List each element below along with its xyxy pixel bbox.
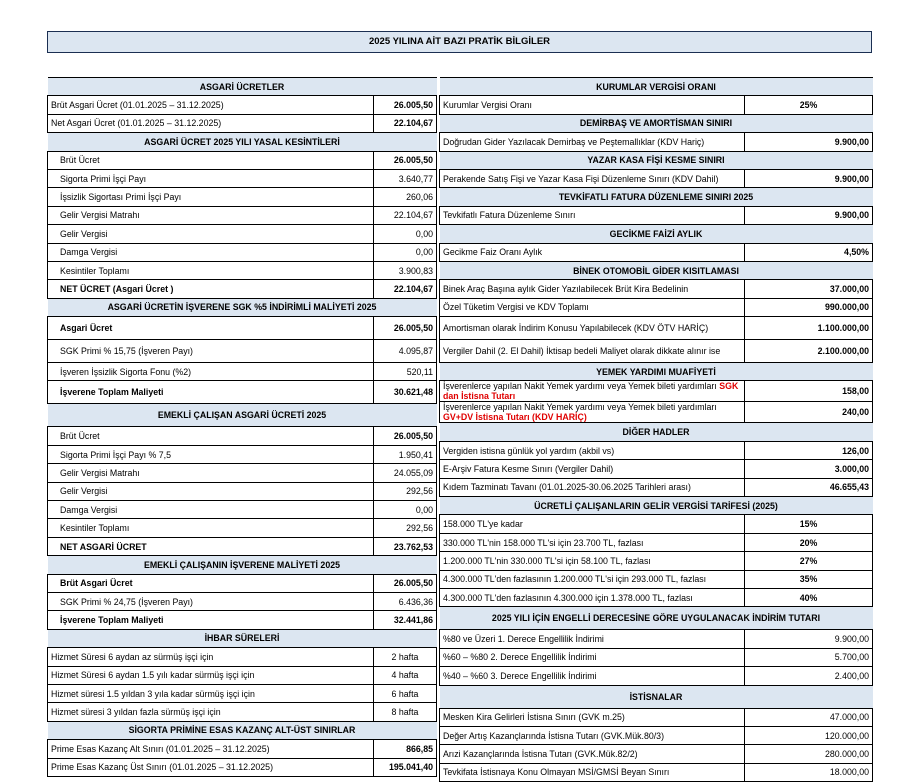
- section-header-row: [48, 629, 437, 647]
- row-label: Sigorta Primi İşçi Payı % 7,5: [48, 445, 374, 463]
- section-header-row: [440, 497, 873, 515]
- row-value: 9.900,00: [745, 630, 873, 648]
- row-label: Net Asgari Ücret (01.01.2025 – 31.12.2025): [48, 114, 374, 132]
- row-label: Hizmet Süresi 6 aydan az sürmüş işçi için: [48, 648, 374, 666]
- section-title: EMEKLİ ÇALIŞAN ASGARİ ÜCRETİ 2025: [48, 404, 437, 427]
- row-label: Brüt Asgari Ücret: [48, 574, 374, 592]
- section-title: İSTİSNALAR: [440, 685, 873, 708]
- table-row: [440, 169, 873, 187]
- table-row: [48, 206, 437, 224]
- row-label: Perakende Satış Fişi ve Yazar Kasa Fişi Düzenleme Sınırı (KDV Dahil): [440, 169, 745, 187]
- row-value: 0,00: [374, 501, 437, 519]
- row-label: Gelir Vergisi Matrahı: [48, 206, 374, 224]
- row-label: İşsizlik Sigortası Primi İşçi Payı: [48, 188, 374, 206]
- table-row: [48, 317, 437, 340]
- table-row: [48, 684, 437, 702]
- row-value: 22.104,67: [374, 280, 437, 298]
- section-title: SİGORTA PRİMİNE ESAS KAZANÇ ALT-ÜST SINIRLAR: [48, 721, 437, 739]
- row-value: 25%: [745, 96, 873, 114]
- right-info-table: [439, 77, 873, 782]
- row-label: %60 – %80 2. Derece Engellilik İndirimi: [440, 648, 745, 666]
- row-label: Gelir Vergisi: [48, 225, 374, 243]
- row-value: 9.900,00: [745, 169, 873, 187]
- row-label: [440, 381, 745, 402]
- table-row: [440, 745, 873, 763]
- table-row: [440, 588, 873, 606]
- row-value: 126,00: [745, 441, 873, 459]
- table-row: [48, 445, 437, 463]
- table-row: [48, 363, 437, 381]
- row-label: Damga Vergisi: [48, 501, 374, 519]
- table-row: [48, 261, 437, 279]
- row-value: 8 hafta: [374, 703, 437, 721]
- row-label: Hizmet süresi 3 yıldan fazla sürmüş işçi için: [48, 703, 374, 721]
- row-label-highlight: SGK dan İstisna Tutarı: [443, 381, 739, 402]
- table-row: [440, 96, 873, 114]
- row-value: 120.000,00: [745, 726, 873, 744]
- row-label-highlight: GV+DV İstisna Tutarı (KDV HARİÇ): [443, 412, 587, 423]
- row-label-text: İşverenlerce yapılan Nakit Yemek yardımı veya Yemek bileti yardımları: [443, 402, 717, 413]
- table-row: [48, 574, 437, 592]
- section-header-row: [440, 225, 873, 243]
- row-label: Brüt Asgari Ücret (01.01.2025 – 31.12.2025): [48, 96, 374, 114]
- row-value: 9.900,00: [745, 133, 873, 151]
- section-header-row: [440, 114, 873, 132]
- section-header-row: [440, 685, 873, 708]
- table-row: [440, 402, 873, 423]
- row-value: 23.762,53: [374, 537, 437, 555]
- row-value: 26.005,50: [374, 427, 437, 445]
- row-label: 4.300.000 TL'den fazlasının 1.200.000 TL'si için 293.000 TL, fazlası: [440, 570, 745, 588]
- row-label: NET ÜCRET (Asgari Ücret ): [48, 280, 374, 298]
- section-title: İHBAR SÜRELERİ: [48, 629, 437, 647]
- table-row: [440, 726, 873, 744]
- table-row: [440, 133, 873, 151]
- table-row: [48, 151, 437, 169]
- section-header-row: [440, 78, 873, 96]
- table-row: [48, 648, 437, 666]
- table-row: [48, 666, 437, 684]
- section-title: ASGARİ ÜCRETLER: [48, 78, 437, 96]
- row-value: 35%: [745, 570, 873, 588]
- row-label: Damga Vergisi: [48, 243, 374, 261]
- table-row: [48, 740, 437, 758]
- row-value: 195.041,40: [374, 758, 437, 776]
- section-title: TEVKİFATLI FATURA DÜZENLEME SINIRI 2025: [440, 188, 873, 206]
- table-row: [48, 758, 437, 776]
- row-label: 1.200.000 TL'nin 330.000 TL'si için 58.100 TL, fazlası: [440, 552, 745, 570]
- row-value: 3.900,83: [374, 261, 437, 279]
- row-label: SGK Primi % 15,75 (İşveren Payı): [48, 340, 374, 363]
- section-title: ÜCRETLİ ÇALIŞANLARIN GELİR VERGİSİ TARİFESİ (2025): [440, 497, 873, 515]
- section-title: EMEKLİ ÇALIŞANIN İŞVERENE MALİYETİ 2025: [48, 556, 437, 574]
- table-row: [440, 648, 873, 666]
- table-row: [48, 427, 437, 445]
- section-header-row: [48, 298, 437, 316]
- table-row: [440, 533, 873, 551]
- row-label: Brüt Ücret: [48, 427, 374, 445]
- table-row: [48, 703, 437, 721]
- row-value: 22.104,67: [374, 114, 437, 132]
- table-row: [440, 552, 873, 570]
- row-label: Prime Esas Kazanç Üst Sınırı (01.01.2025 – 31.12.2025): [48, 758, 374, 776]
- row-value: 20%: [745, 533, 873, 551]
- row-value: 4 hafta: [374, 666, 437, 684]
- page-title: 2025 YILINA AİT BAZI PRATİK BİLGİLER: [47, 31, 872, 53]
- section-title: DEMİRBAŞ VE AMORTİSMAN SINIRI: [440, 114, 873, 132]
- row-label: [440, 402, 745, 423]
- row-label: Kesintiler Toplamı: [48, 519, 374, 537]
- section-header-row: [48, 404, 437, 427]
- table-row: [440, 298, 873, 316]
- row-label: Prime Esas Kazanç Alt Sınırı (01.01.2025 – 31.12.2025): [48, 740, 374, 758]
- row-value: 5.700,00: [745, 648, 873, 666]
- row-label: %80 ve Üzeri 1. Derece Engellilik İndirimi: [440, 630, 745, 648]
- row-label: Özel Tüketim Vergisi ve KDV Toplamı: [440, 298, 745, 316]
- row-label: Değer Artış Kazançlarında İstisna Tutarı (GVK.Mük.80/3): [440, 726, 745, 744]
- table-row: [48, 340, 437, 363]
- section-header-row: [440, 261, 873, 279]
- table-row: [48, 501, 437, 519]
- left-info-table: [47, 77, 437, 777]
- row-value: 6.436,36: [374, 592, 437, 610]
- section-title: YEMEK YARDIMI MUAFİYETİ: [440, 363, 873, 381]
- table-row: [440, 478, 873, 496]
- row-label: %40 – %60 3. Derece Engellilik İndirimi: [440, 667, 745, 685]
- row-label: Tevkifata İstisnaya Konu Olmayan MSİ/GMSİ Beyan Sınırı: [440, 763, 745, 781]
- section-title: GECİKME FAİZİ AYLIK: [440, 225, 873, 243]
- section-title: ASGARİ ÜCRET 2025 YILI YASAL KESİNTİLERİ: [48, 133, 437, 151]
- table-row: [440, 441, 873, 459]
- section-header-row: [440, 188, 873, 206]
- row-label: 158.000 TL'ye kadar: [440, 515, 745, 533]
- row-value: 292,56: [374, 519, 437, 537]
- table-row: [440, 515, 873, 533]
- row-label: Asgari Ücret: [48, 317, 374, 340]
- row-label: Amortisman olarak İndirim Konusu Yapılabilecek (KDV ÖTV HARİÇ): [440, 317, 745, 340]
- row-value: 4,50%: [745, 243, 873, 261]
- row-label: E-Arşiv Fatura Kesme Sınırı (Vergiler Dahil): [440, 460, 745, 478]
- row-value: 15%: [745, 515, 873, 533]
- row-label: Vergiler Dahil (2. El Dahil) İktisap bedeli Maliyet olarak dikkate alınır ise: [440, 340, 745, 363]
- row-label: Gecikme Faiz Oranı Aylık: [440, 243, 745, 261]
- table-row: [48, 243, 437, 261]
- row-label: Binek Araç Başına aylık Gider Yazılabilecek Brüt Kira Bedelinin: [440, 280, 745, 298]
- row-value: 47.000,00: [745, 708, 873, 726]
- section-header-row: [48, 78, 437, 96]
- row-value: 9.900,00: [745, 206, 873, 224]
- section-title: KURUMLAR VERGİSİ ORANI: [440, 78, 873, 96]
- row-label-text: İşverenlerce yapılan Nakit Yemek yardımı veya Yemek bileti yardımları: [443, 381, 720, 392]
- table-row: [48, 225, 437, 243]
- table-row: [48, 482, 437, 500]
- section-title: BİNEK OTOMOBİL GİDER KISITLAMASI: [440, 261, 873, 279]
- table-row: [440, 340, 873, 363]
- row-value: 6 hafta: [374, 684, 437, 702]
- row-value: 3.640,77: [374, 169, 437, 187]
- section-header-row: [440, 151, 873, 169]
- row-label: NET ASGARİ ÜCRET: [48, 537, 374, 555]
- row-label: Tevkifatlı Fatura Düzenleme Sınırı: [440, 206, 745, 224]
- row-value: 32.441,86: [374, 611, 437, 629]
- row-label: İşverene Toplam Maliyeti: [48, 381, 374, 404]
- table-row: [48, 537, 437, 555]
- row-label: Vergiden istisna günlük yol yardım (akbil vs): [440, 441, 745, 459]
- section-title: DİĞER HADLER: [440, 423, 873, 441]
- row-label: Mesken Kira Gelirleri İstisna Sınırı (GVK m.25): [440, 708, 745, 726]
- table-row: [440, 763, 873, 781]
- row-value: 0,00: [374, 243, 437, 261]
- row-value: 2 hafta: [374, 648, 437, 666]
- row-label: Kurumlar Vergisi Oranı: [440, 96, 745, 114]
- row-value: 280.000,00: [745, 745, 873, 763]
- table-row: [440, 667, 873, 685]
- row-label: Gelir Vergisi Matrahı: [48, 464, 374, 482]
- row-value: 40%: [745, 588, 873, 606]
- section-header-row: [48, 133, 437, 151]
- row-label: İşverene Toplam Maliyeti: [48, 611, 374, 629]
- section-header-row: [48, 556, 437, 574]
- table-row: [440, 381, 873, 402]
- table-row: [48, 96, 437, 114]
- row-label: SGK Primi % 24,75 (İşveren Payı): [48, 592, 374, 610]
- row-value: 292,56: [374, 482, 437, 500]
- table-row: [48, 381, 437, 404]
- table-row: [440, 570, 873, 588]
- table-row: [48, 611, 437, 629]
- row-value: 3.000,00: [745, 460, 873, 478]
- table-row: [440, 206, 873, 224]
- table-row: [440, 243, 873, 261]
- table-row: [48, 114, 437, 132]
- row-label: Sigorta Primi İşçi Payı: [48, 169, 374, 187]
- row-value: 520,11: [374, 363, 437, 381]
- section-header-row: [440, 423, 873, 441]
- row-value: 26.005,50: [374, 574, 437, 592]
- section-title: YAZAR KASA FİŞİ KESME SINIRI: [440, 151, 873, 169]
- row-label: Hizmet Süresi 6 aydan 1.5 yılı kadar sürmüş işçi için: [48, 666, 374, 684]
- row-label: Doğrudan Gider Yazılacak Demirbaş ve Peştemallıklar (KDV Hariç): [440, 133, 745, 151]
- row-value: 240,00: [745, 402, 873, 423]
- table-row: [440, 460, 873, 478]
- row-value: 26.005,50: [374, 151, 437, 169]
- row-value: 2.400,00: [745, 667, 873, 685]
- row-label: 4.300.000 TL'den fazlasının 4.300.000 için 1.378.000 TL, fazlası: [440, 588, 745, 606]
- row-value: 27%: [745, 552, 873, 570]
- table-row: [440, 280, 873, 298]
- row-value: 4.095,87: [374, 340, 437, 363]
- row-label: Kesintiler Toplamı: [48, 261, 374, 279]
- row-label: Gelir Vergisi: [48, 482, 374, 500]
- table-row: [48, 188, 437, 206]
- section-header-row: [440, 363, 873, 381]
- table-row: [48, 280, 437, 298]
- row-value: 26.005,50: [374, 96, 437, 114]
- row-value: 1.950,41: [374, 445, 437, 463]
- row-label: Kıdem Tazminatı Tavanı (01.01.2025-30.06.2025 Tarihleri arası): [440, 478, 745, 496]
- row-value: 1.100.000,00: [745, 317, 873, 340]
- row-value: 46.655,43: [745, 478, 873, 496]
- row-value: 990.000,00: [745, 298, 873, 316]
- row-value: 24.055,09: [374, 464, 437, 482]
- row-value: 22.104,67: [374, 206, 437, 224]
- row-label: Brüt Ücret: [48, 151, 374, 169]
- row-value: 2.100.000,00: [745, 340, 873, 363]
- row-value: 0,00: [374, 225, 437, 243]
- table-row: [440, 317, 873, 340]
- section-title: 2025 YILI İÇİN ENGELLİ DERECESİNE GÖRE UYGULANACAK İNDİRİM TUTARI: [440, 607, 873, 630]
- row-value: 18.000,00: [745, 763, 873, 781]
- row-label: Arızi Kazançlarında İstisna Tutarı (GVK.Mük.82/2): [440, 745, 745, 763]
- row-label: Hizmet süresi 1.5 yıldan 3 yıla kadar sürmüş işçi için: [48, 684, 374, 702]
- row-value: 158,00: [745, 381, 873, 402]
- row-value: 26.005,50: [374, 317, 437, 340]
- table-row: [48, 464, 437, 482]
- table-row: [440, 630, 873, 648]
- section-header-row: [440, 607, 873, 630]
- row-value: 866,85: [374, 740, 437, 758]
- row-label: 330.000 TL'nin 158.000 TL'si için 23.700 TL, fazlası: [440, 533, 745, 551]
- table-row: [48, 592, 437, 610]
- table-row: [440, 708, 873, 726]
- row-value: 260,06: [374, 188, 437, 206]
- row-value: 37.000,00: [745, 280, 873, 298]
- table-row: [48, 519, 437, 537]
- row-label: İşveren İşsizlik Sigorta Fonu (%2): [48, 363, 374, 381]
- table-row: [48, 169, 437, 187]
- row-value: 30.621,48: [374, 381, 437, 404]
- section-title: ASGARİ ÜCRETİN İŞVERENE SGK %5 İNDİRİMLİ MALİYETİ 2025: [48, 298, 437, 316]
- section-header-row: [48, 721, 437, 739]
